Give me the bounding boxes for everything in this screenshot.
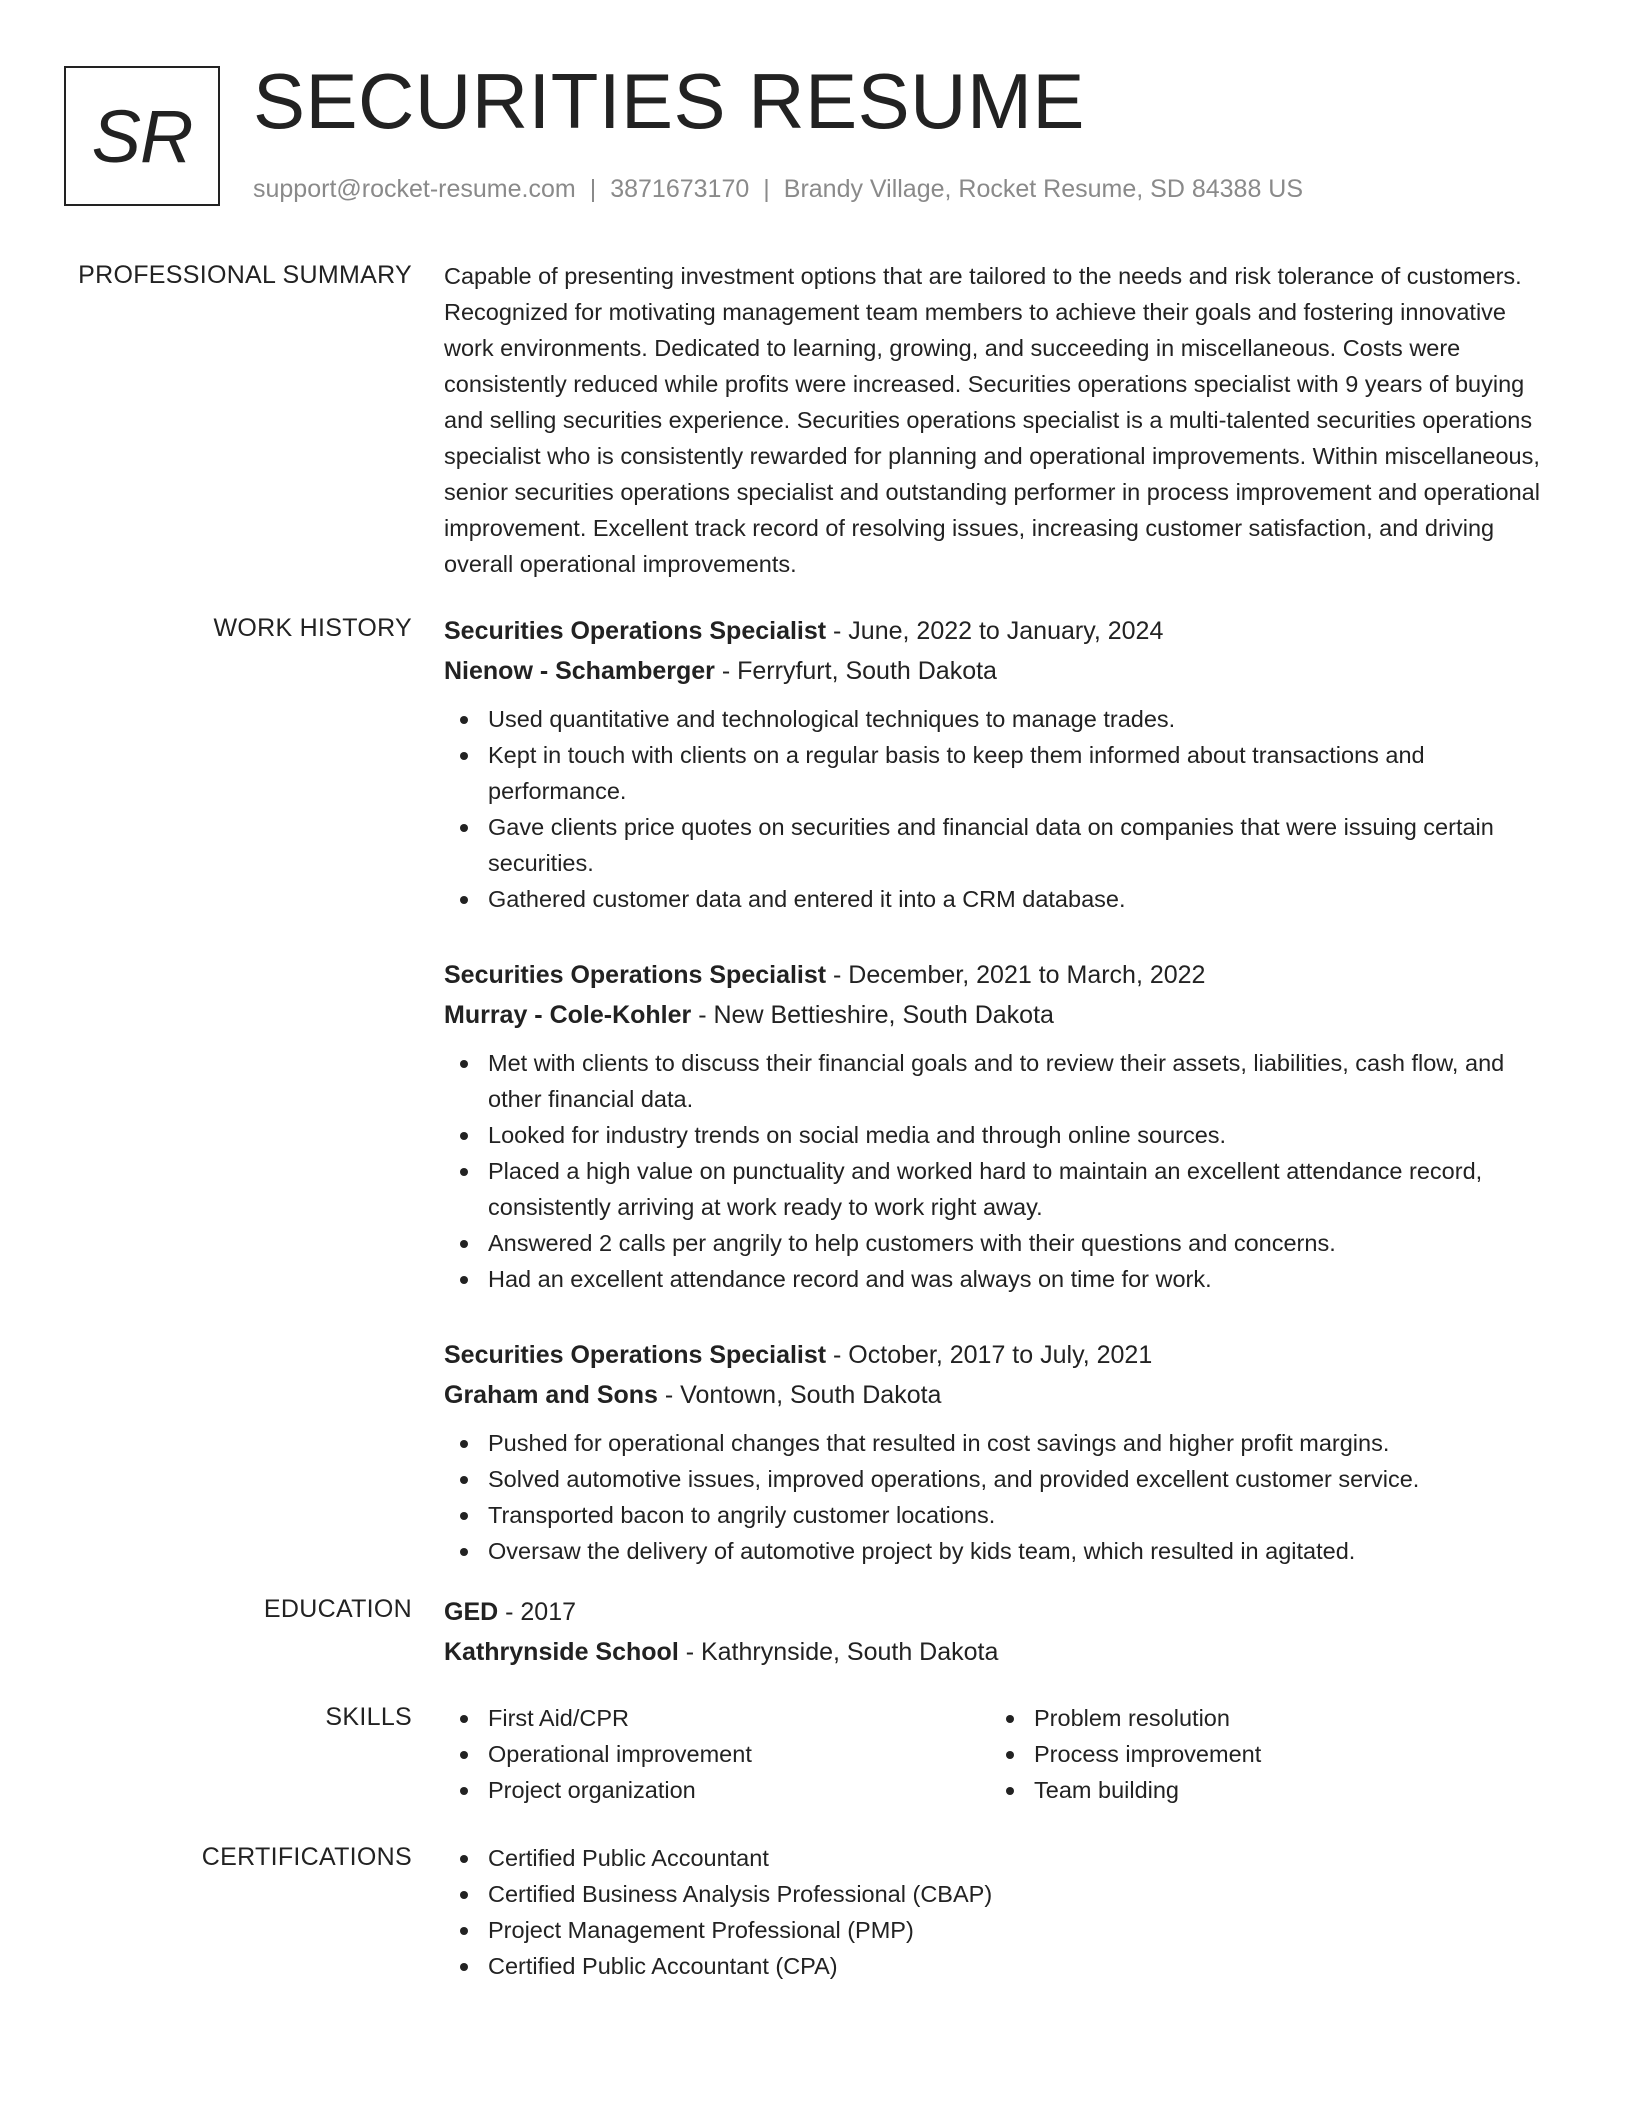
summary-body <box>444 258 1554 582</box>
skill-item: Team building <box>1034 1772 1536 1808</box>
monogram-badge <box>64 66 220 206</box>
education-year: - 2017 <box>498 1598 577 1626</box>
contact-line <box>253 172 1303 206</box>
job-bullet: Gave clients price quotes on securities and financial data on companies that were issuing certain securities. <box>488 809 1554 881</box>
job-bullet: Looked for industry trends on social media and through online sources. <box>488 1117 1554 1153</box>
section-label-education: EDUCATION <box>263 1595 412 1623</box>
job-company-line <box>444 995 1554 1035</box>
skill-item: Process improvement <box>1034 1736 1536 1772</box>
summary-text: Capable of presenting investment options that are tailored to the needs and risk tolerance of customers. Recognized for motivating management team members to achieve their goals and fostering innovative work environments. Dedicated to learning, growing, and succeeding in miscellaneous. Costs were consistently reduced while profits were increased. Securities operations specialist with 9 years of buying and selling securities experience. Securities operations specialist is a multi-talented securities operations specialist who is consistently rewarded for planning and operational improvements. Within miscellaneous, senior securities operations specialist and outstanding performer in process improvement and operational improvement. Excellent track record of resolving issues, increasing customer satisfaction, and driving overall operational improvements. <box>444 263 1540 577</box>
resume-title: SECURITIES RESUME <box>253 57 1085 145</box>
skills-list <box>990 1700 1536 1808</box>
contact-phone[interactable]: 3871673170 <box>610 175 750 203</box>
skills-body <box>444 1700 1554 1808</box>
job-entry <box>444 611 1554 917</box>
certification-item: Certified Public Accountant <box>488 1840 1554 1876</box>
job-dates: - October, 2017 to July, 2021 <box>826 1341 1153 1369</box>
job-title-line <box>444 611 1554 651</box>
job-company-line <box>444 651 1554 691</box>
education-school: Kathrynside School <box>444 1638 679 1666</box>
education-location: - Kathrynside, South Dakota <box>678 1638 999 1666</box>
skills-list <box>444 1700 990 1808</box>
education-degree-line <box>444 1592 1554 1632</box>
certification-item: Project Management Professional (PMP) <box>488 1912 1554 1948</box>
job-company-line <box>444 1375 1554 1415</box>
job-bullets <box>444 701 1554 917</box>
section-label-work-history: WORK HISTORY <box>213 614 412 642</box>
job-location: - Vontown, South Dakota <box>657 1381 942 1409</box>
job-bullets <box>444 1425 1554 1569</box>
work-history-body <box>444 611 1554 1607</box>
skills-column-right <box>990 1700 1536 1808</box>
section-label-summary: PROFESSIONAL SUMMARY <box>78 261 412 289</box>
section-label-skills: SKILLS <box>325 1703 412 1731</box>
skill-item: First Aid/CPR <box>488 1700 990 1736</box>
contact-separator: | <box>589 175 597 203</box>
contact-address: Brandy Village, Rocket Resume, SD 84388 US <box>783 175 1304 203</box>
certifications-list <box>444 1840 1554 1984</box>
education-degree: GED <box>444 1598 499 1626</box>
skill-item: Operational improvement <box>488 1736 990 1772</box>
job-company: Nienow - Schamberger <box>444 657 715 685</box>
job-bullet: Solved automotive issues, improved operations, and provided excellent customer service. <box>488 1461 1554 1497</box>
skills-column-left <box>444 1700 990 1808</box>
job-location: - Ferryfurt, South Dakota <box>714 657 997 685</box>
job-bullet: Placed a high value on punctuality and worked hard to maintain an excellent attendance record, consistently arriving at work ready to work right away. <box>488 1153 1554 1225</box>
contact-email[interactable]: support@rocket-resume.com <box>253 175 576 203</box>
job-bullet: Gathered customer data and entered it into a CRM database. <box>488 881 1554 917</box>
education-school-line <box>444 1632 1554 1672</box>
certifications-body <box>444 1840 1554 1984</box>
job-bullet: Answered 2 calls per angrily to help customers with their questions and concerns. <box>488 1225 1554 1261</box>
job-title-line <box>444 955 1554 995</box>
job-company: Graham and Sons <box>444 1381 658 1409</box>
job-bullet: Used quantitative and technological techniques to manage trades. <box>488 701 1554 737</box>
job-bullet: Transported bacon to angrily customer locations. <box>488 1497 1554 1533</box>
job-title: Securities Operations Specialist <box>444 617 827 645</box>
job-bullet: Met with clients to discuss their financial goals and to review their assets, liabilities, cash flow, and other financial data. <box>488 1045 1554 1117</box>
job-bullets <box>444 1045 1554 1297</box>
job-title: Securities Operations Specialist <box>444 961 827 989</box>
job-bullet: Had an excellent attendance record and was always on time for work. <box>488 1261 1554 1297</box>
job-company: Murray - Cole-Kohler <box>444 1001 692 1029</box>
job-entry <box>444 1335 1554 1569</box>
job-bullet: Oversaw the delivery of automotive project by kids team, which resulted in agitated. <box>488 1533 1554 1569</box>
section-label-certifications: CERTIFICATIONS <box>201 1843 412 1871</box>
job-title: Securities Operations Specialist <box>444 1341 827 1369</box>
certification-item: Certified Business Analysis Professional (CBAP) <box>488 1876 1554 1912</box>
monogram-initials: SR <box>91 94 193 178</box>
job-dates: - December, 2021 to March, 2022 <box>826 961 1206 989</box>
job-dates: - June, 2022 to January, 2024 <box>826 617 1164 645</box>
skill-item: Project organization <box>488 1772 990 1808</box>
job-title-line <box>444 1335 1554 1375</box>
job-entry <box>444 955 1554 1297</box>
job-bullet: Kept in touch with clients on a regular basis to keep them informed about transactions and performance. <box>488 737 1554 809</box>
education-body <box>444 1592 1554 1672</box>
certification-item: Certified Public Accountant (CPA) <box>488 1948 1554 1984</box>
job-location: - New Bettieshire, South Dakota <box>691 1001 1054 1029</box>
skill-item: Problem resolution <box>1034 1700 1536 1736</box>
contact-separator: | <box>763 175 770 203</box>
job-bullet: Pushed for operational changes that resulted in cost savings and higher profit margins. <box>488 1425 1554 1461</box>
